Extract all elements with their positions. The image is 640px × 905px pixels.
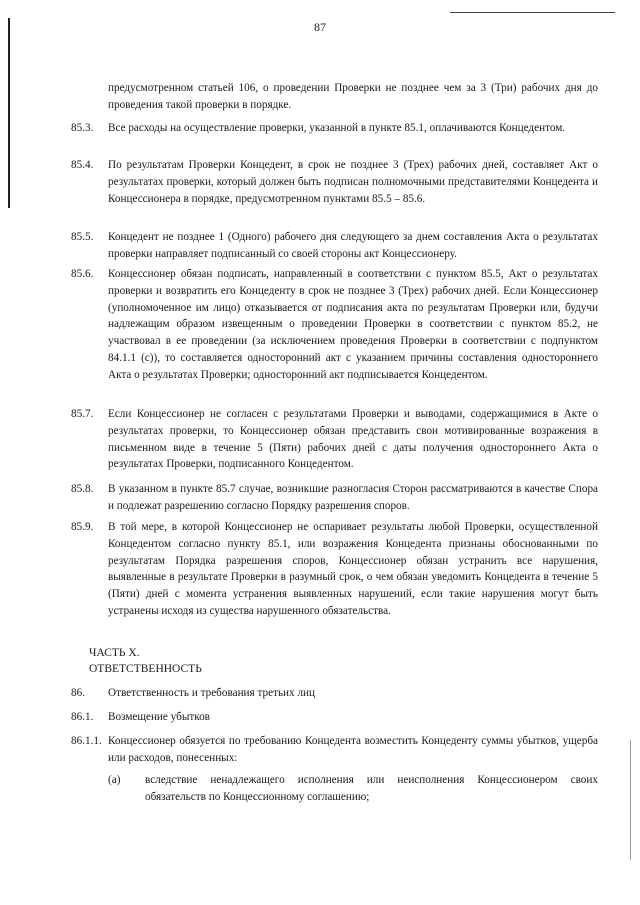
- clause-85-5: [71, 229, 598, 263]
- section-86-1: [71, 709, 598, 726]
- scan-artifact-edge-right: [630, 740, 631, 860]
- section-number: 86.: [71, 687, 85, 699]
- clause-text: По результатам Проверки Концедент, в срок не позднее 3 (Трех) рабочих дней, составляет Акт о результатах проверки, который должен быть подписан полномочными представителями Концедента и Концессионера в порядке, предусмотренном пунктами 85.5 – 85.6.: [108, 159, 598, 205]
- clause-85-9: [71, 519, 598, 620]
- page-number: 87: [314, 20, 326, 34]
- intro-paragraph: [108, 80, 598, 114]
- section-title: Возмещение убытков: [108, 711, 210, 723]
- section-title: Ответственность и требования третьих лиц: [108, 687, 315, 699]
- item-text: вследствие ненадлежащего исполнения или неисполнения Концессионером своих обязательств по Концессионному соглашению;: [145, 774, 598, 803]
- clause-number: 85.3.: [71, 122, 94, 134]
- clause-85-3: [71, 120, 598, 137]
- section-86: [71, 685, 598, 702]
- clause-text: Если Концессионер не согласен с результатами Проверки и выводами, содержащимися в Акте о результатах проверки, то Концессионер обязан представить свои мотивированные возражения в письменном виде в течение 5 (Пяти) рабочих дней с даты получения одностороннего Акта о результатах Проверки, подписанного Концедентом.: [108, 408, 598, 471]
- part-label: ЧАСТЬ X.: [89, 647, 140, 659]
- clause-number: 85.9.: [71, 521, 94, 533]
- clause-86-1-1: [71, 733, 598, 767]
- clause-85-7: [71, 406, 598, 473]
- section-number: 86.1.: [71, 711, 94, 723]
- clause-number: 85.7.: [71, 408, 94, 420]
- clause-text: Концессионер обязуется по требованию Концедента возместить Концеденту суммы убытков, ущерба или расходов, понесенных:: [108, 735, 598, 764]
- clause-text: Все расходы на осуществление проверки, указанной в пункте 85.1, оплачиваются Концедентом.: [108, 122, 566, 134]
- intro-text: предусмотренном статьей 106, о проведении Проверки не позднее чем за 3 (Три) рабочих дня до проведения такой проверки в порядке.: [108, 82, 598, 111]
- clause-85-8: [71, 481, 598, 515]
- clause-number: 85.8.: [71, 483, 94, 495]
- part-title: ОТВЕТСТВЕННОСТЬ: [89, 663, 202, 675]
- clause-text: Концедент не позднее 1 (Одного) рабочего дня следующего за днем составления Акта о результатах проверки направляет подписанный со своей стороны акт Концессионеру.: [108, 231, 598, 260]
- clause-text: Концессионер обязан подписать, направленный в соответствии с пунктом 85.5, Акт о результатах проверки и возвратить его Концеденту в срок не позднее 3 (Трех) рабочих дней. Если Концессионер (уполномоченное им лицо) отказывается от подписания акта по результатам Проверки или, будучи надлежащим образом извещенным о проведении Проверки в соответствии с пунктом 85.2, не участвовал в ее проведении (за исключением проведения Проверки в соответствии с подпунктом 84.1.1 (с)), то составляется односторонний акт с указанием причины составления одностороннего Акта о результатах Проверки; односторонний акт подписывается Концедентом.: [108, 268, 598, 381]
- clause-number: 85.6.: [71, 268, 94, 280]
- clause-text: В указанном в пункте 85.7 случае, возникшие разногласия Сторон рассматриваются в качестве Спора и подлежат разрешению согласно Порядку разрешения споров.: [108, 483, 598, 512]
- clause-85-6: [71, 266, 598, 384]
- clause-number: 86.1.1.: [71, 735, 102, 747]
- scan-artifact-line: [450, 12, 615, 13]
- clause-number: 85.5.: [71, 231, 94, 243]
- clause-85-4: [71, 157, 598, 207]
- scan-artifact-edge: [8, 18, 10, 208]
- clause-text: В той мере, в которой Концессионер не оспаривает результаты любой Проверки, осуществленной Концедентом согласно пункту 85.1, или возражения Концедента признаны обоснованными по результатам Порядка разрешения споров, Концессионер обязан устранить все нарушения, выявленные в результате Проверки в разумный срок, о чем обязан уведомить Концедента в течение 5 (Пяти) дней с момента устранения выявленных нарушений, если такие нарушения могут быть устранены исходя из существа нарушенного обязательства.: [108, 521, 598, 617]
- item-letter: (a): [108, 774, 121, 786]
- clause-number: 85.4.: [71, 159, 94, 171]
- item-a: [108, 772, 598, 806]
